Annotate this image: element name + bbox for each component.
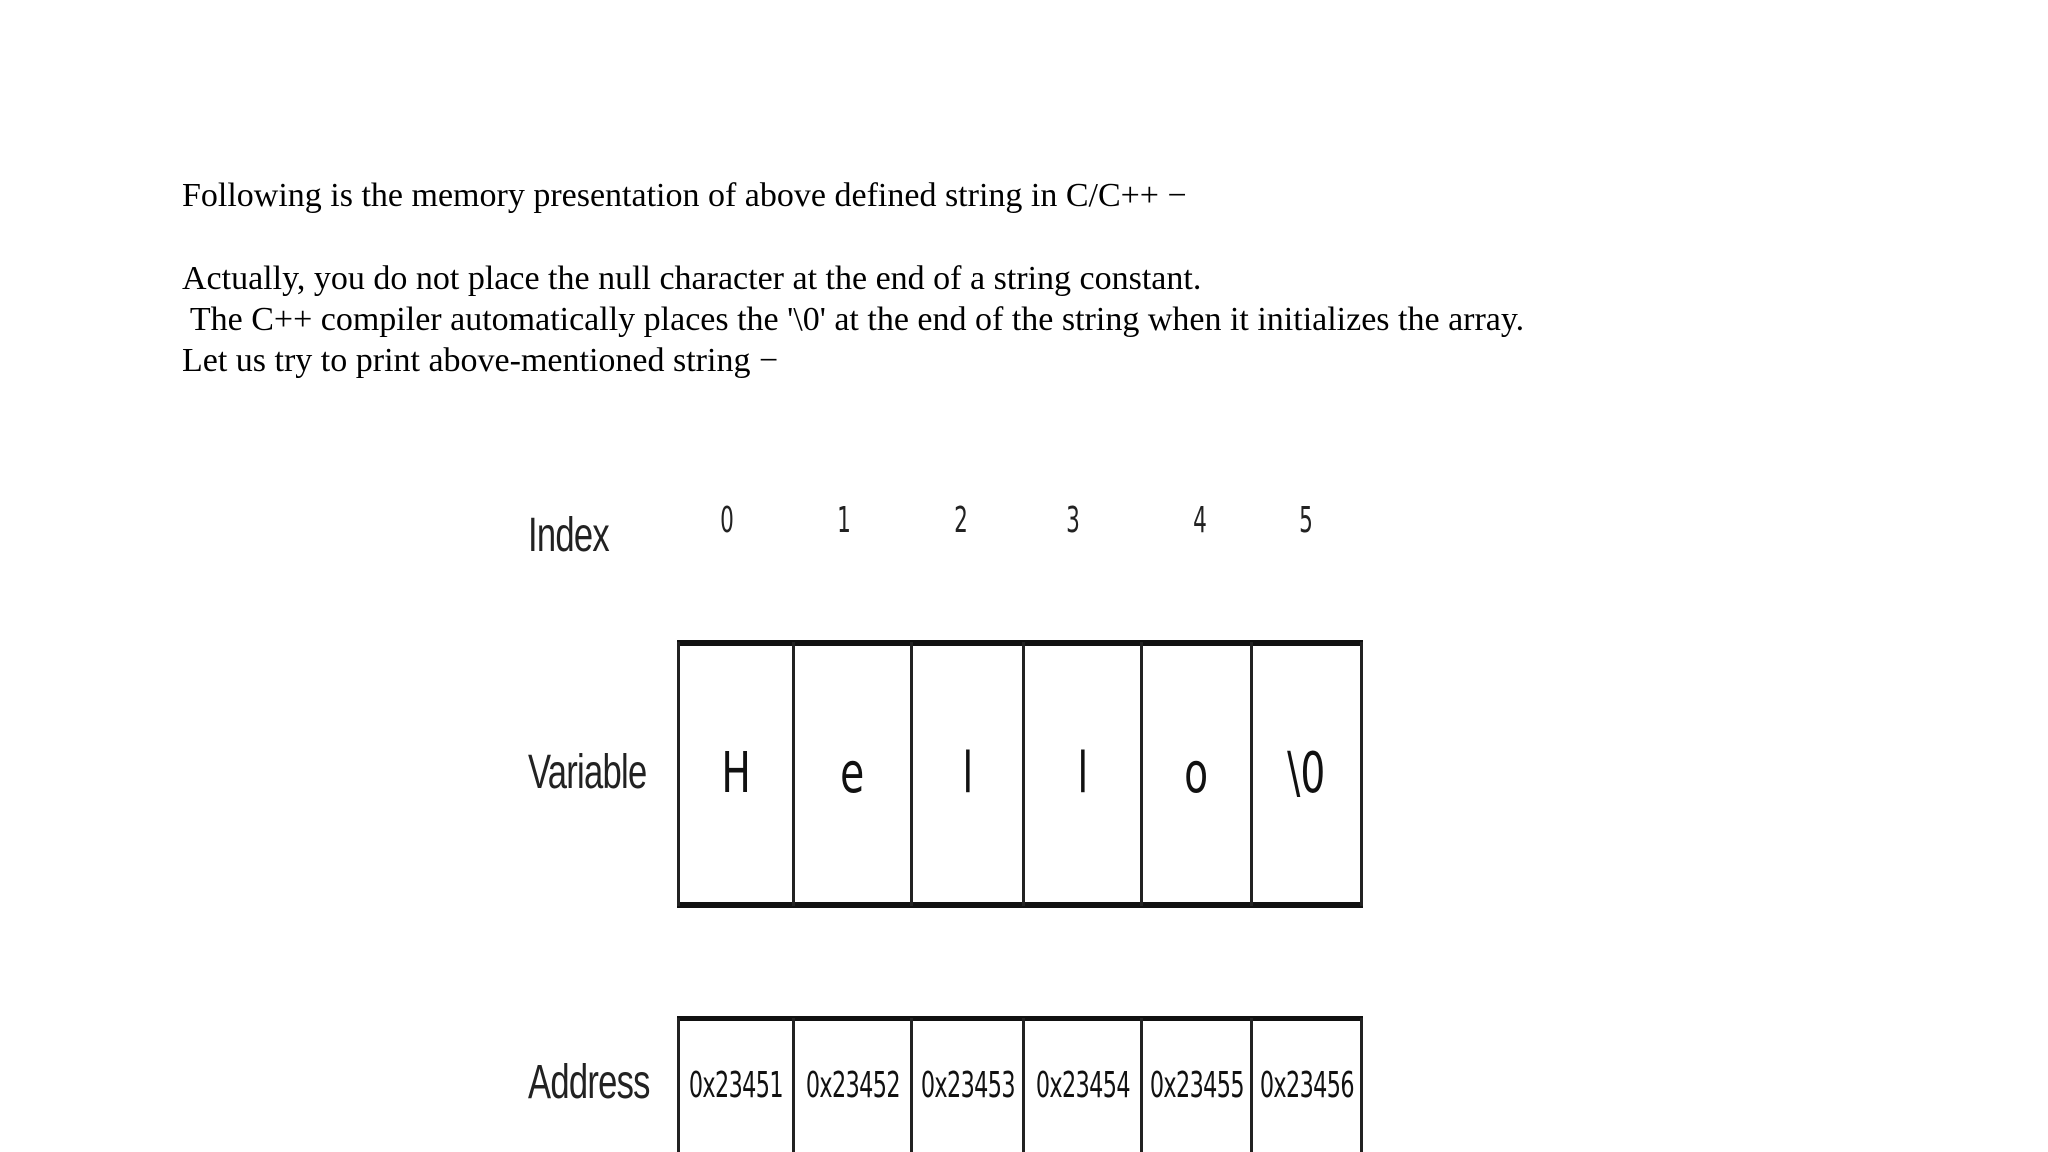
variable-value-3: l [1077,740,1088,806]
variable-value-1: e [840,740,865,806]
address-value-1: 0x23452 [805,1064,900,1106]
index-1: 1 [837,500,851,541]
index-3: 3 [1066,500,1080,541]
index-5: 5 [1299,500,1313,541]
index-2: 2 [954,500,968,541]
address-value-2: 0x23453 [920,1064,1015,1106]
variable-cell-3 [1025,642,1140,904]
explanation-line-3: Let us try to print above-mentioned string − [182,342,779,379]
variable-cell-2 [913,642,1022,904]
variable-value-5: \0 [1287,740,1326,806]
index-4: 4 [1193,500,1207,541]
variable-cell-0 [680,642,792,904]
explanation-line-1: Actually, you do not place the null character at the end of a string constant. [182,260,1202,297]
variable-value-4: o [1184,740,1209,806]
index-0: 0 [720,500,734,541]
intro-text: Following is the memory presentation of above defined string in C/C++ − [182,177,1187,214]
address-cell-3 [1025,1018,1140,1152]
variable-cell-4 [1143,642,1250,904]
address-value-3: 0x23454 [1035,1064,1130,1106]
address-value-4: 0x23455 [1149,1064,1244,1106]
index-row-label: Index [528,509,609,562]
explanation-line-2: The C++ compiler automatically places the '\0' at the end of the string when it initializes the array. [182,301,1525,338]
variable-cell-1 [795,642,910,904]
variable-row-label: Variable [528,746,647,799]
variable-value-0: H [721,740,751,806]
variable-value-2: l [962,740,973,806]
address-cell-5 [1253,1018,1360,1152]
address-cell-4 [1143,1018,1250,1152]
address-row-label: Address [528,1056,650,1109]
address-cell-1 [795,1018,910,1152]
variable-cell-5 [1253,642,1360,904]
address-value-5: 0x23456 [1259,1064,1354,1106]
variable-divider-6 [1360,642,1363,906]
address-value-0: 0x23451 [688,1064,784,1106]
address-cell-0 [680,1018,792,1152]
address-divider-6 [1360,1018,1363,1152]
address-cell-2 [913,1018,1022,1152]
